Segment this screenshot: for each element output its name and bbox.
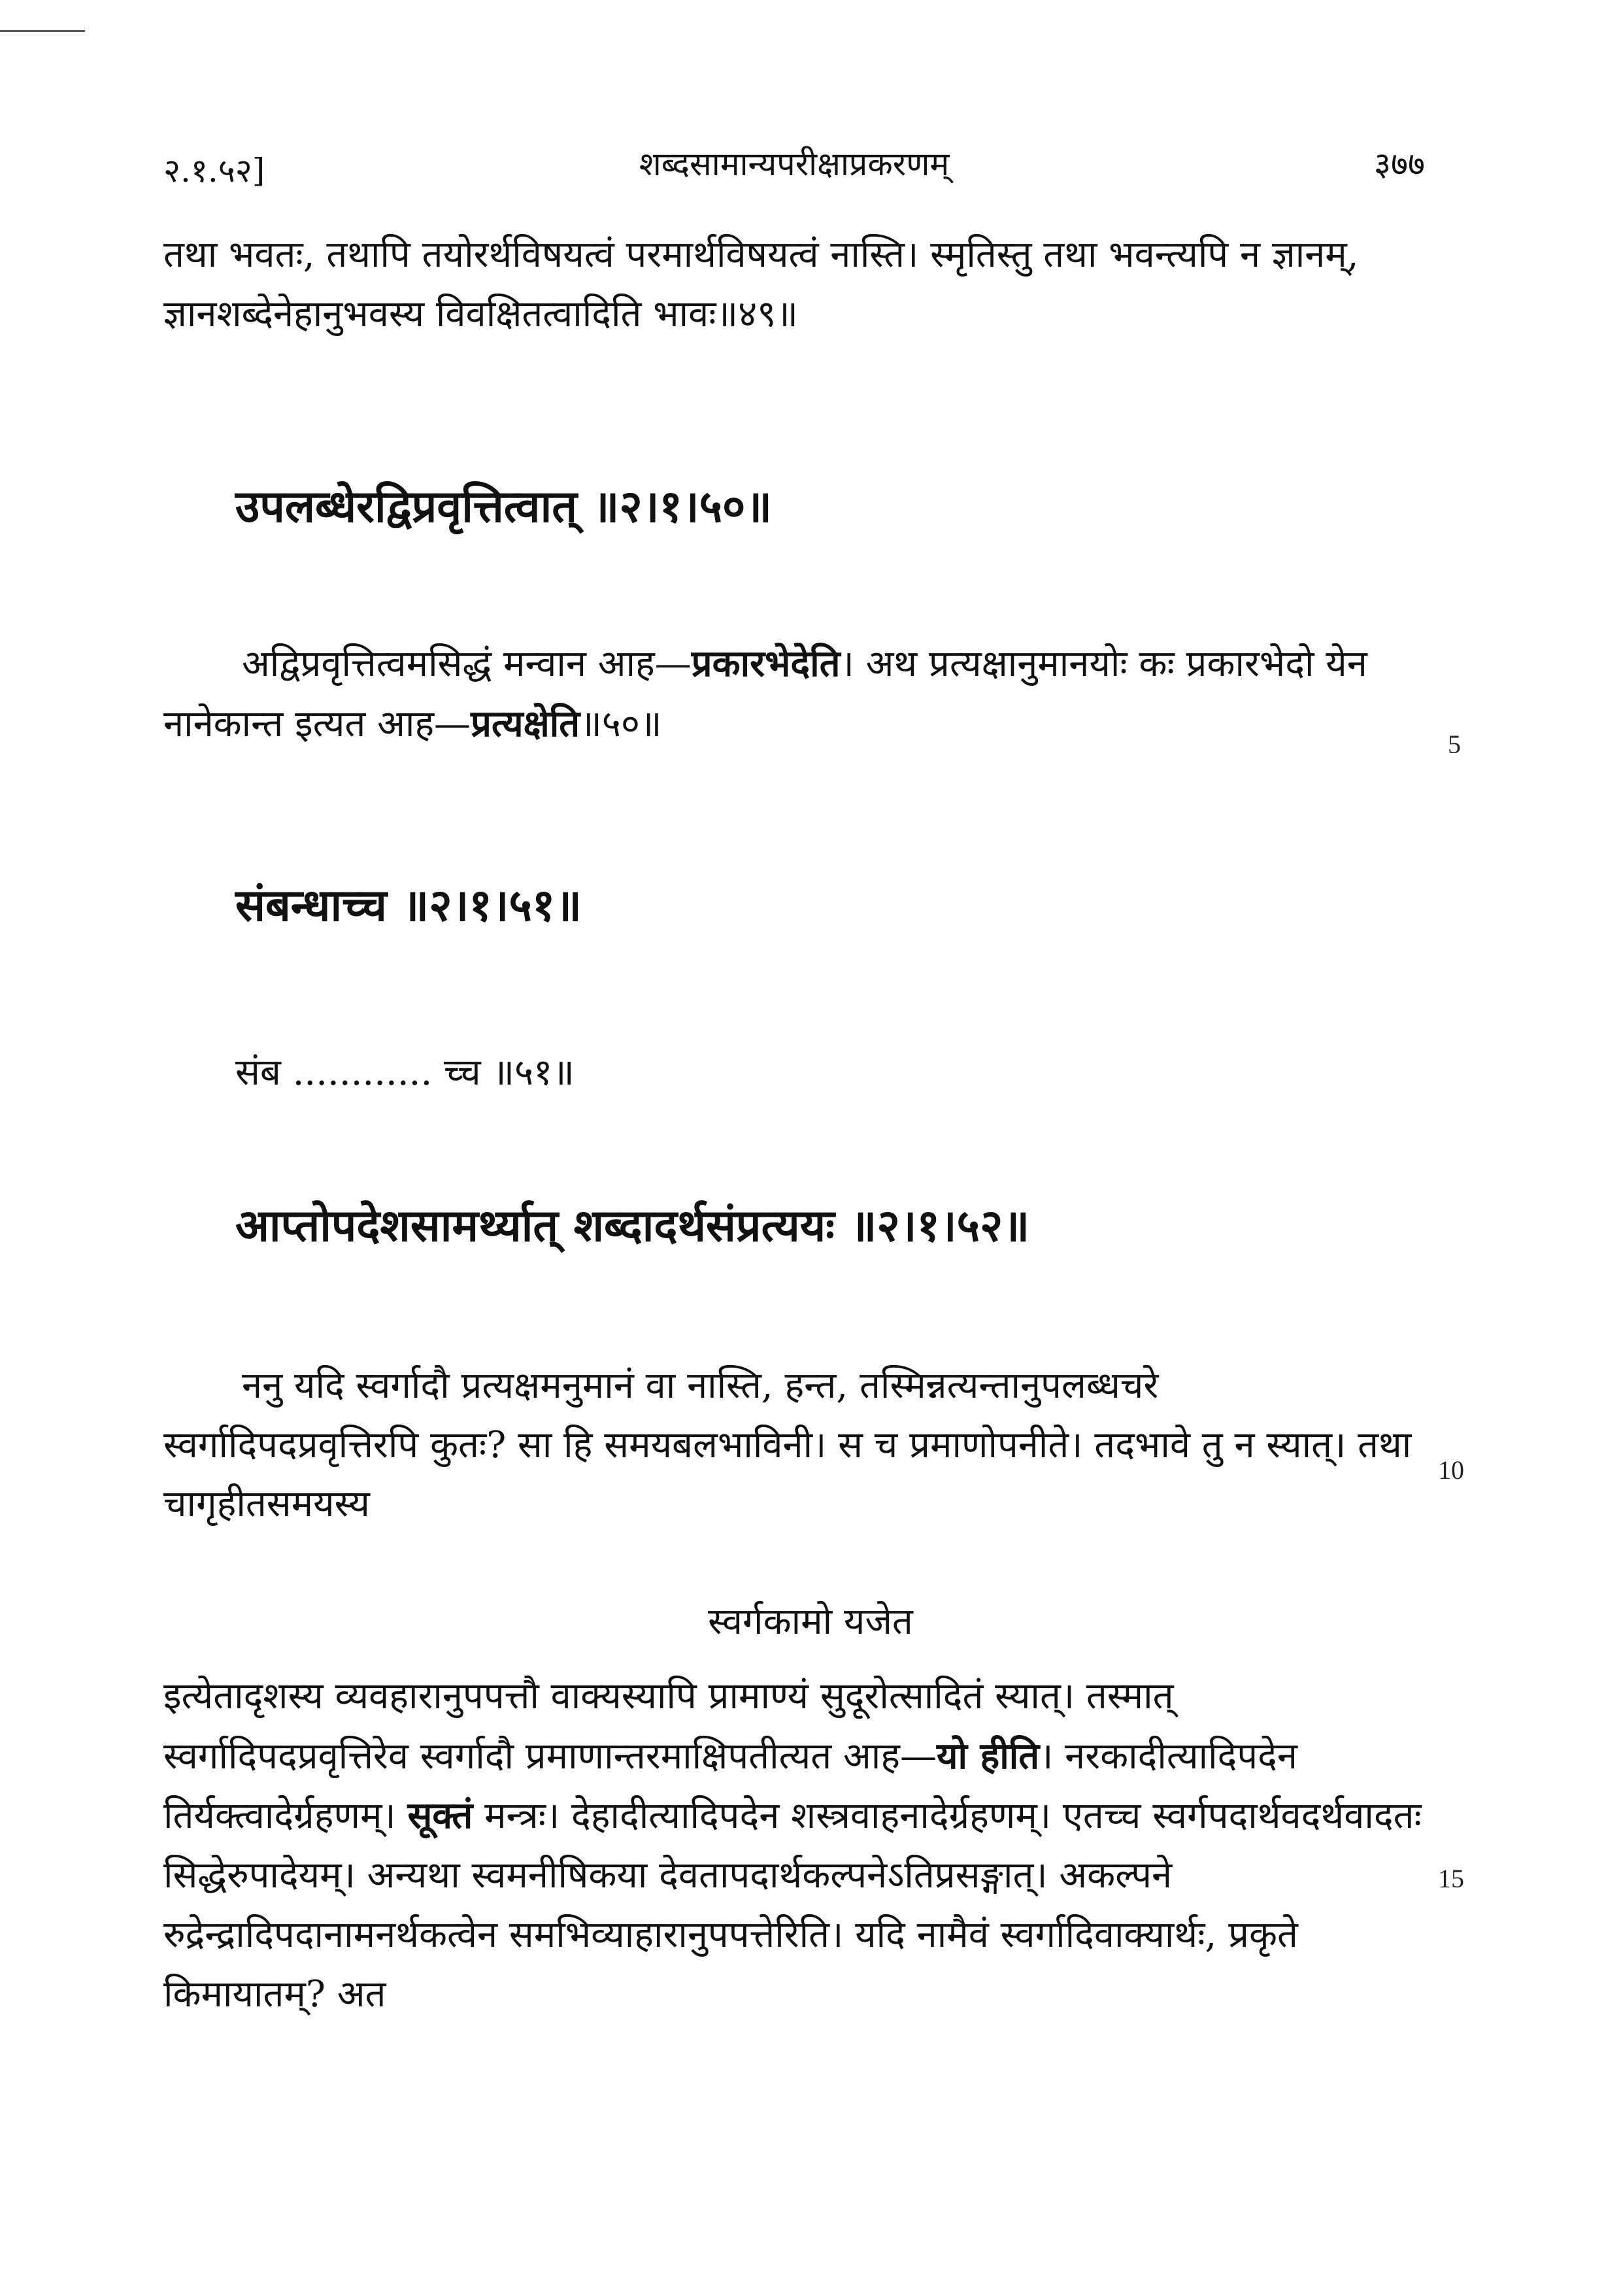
sutra-2-1-52: आप्तोपदेशसामर्थ्यात् शब्दादर्थसंप्रत्ययः ॥२।१।५२॥	[235, 1200, 1030, 1252]
commentary-text: इत्येतादृशस्य व्यवहारानुपपत्तौ वाक्यस्यापि प्रामाण्यं सुदूरोत्सादितं स्यात्। तस्मात् स्वर्गादिपदप्रवृत्तिरेव स्वर्गादौ प्रमाणान्तरमाक्षिपतीत्यत आह—	[163, 1675, 1174, 1778]
line-number: 5	[1448, 730, 1461, 759]
header-chapter-title: शब्दसामान्यपरीक्षाप्रकरणम्	[639, 145, 950, 183]
pratika-term: यो हीति	[936, 1734, 1040, 1778]
page-number: ३७७	[1374, 145, 1425, 183]
sutra-2-1-51: संबन्धाच्च ॥२।१।५१॥	[235, 879, 582, 932]
commentary-text: ॥५०॥	[580, 702, 662, 745]
pratika-term: सूक्तं	[407, 1794, 473, 1838]
commentary-paragraph-52-continued	[163, 1667, 1425, 2024]
header-section-ref: २.१.५२]	[163, 152, 265, 190]
commentary-text: । अथ प्रत्यक्षानुमानयोः कः प्रकारभेदो येन नानेकान्त इत्यत आह—	[163, 643, 1367, 745]
pratika-term: प्रत्यक्षेति	[471, 701, 580, 745]
pratika-term: प्रकारभेदेति	[691, 642, 841, 685]
quoted-verse: स्वर्गकामो यजेत	[708, 1600, 913, 1643]
commentary-paragraph-49: तथा भवतः, तथापि तयोरर्थविषयत्वं परमार्थविषयत्वं नास्ति। स्मृतिस्तु तथा भवन्त्यपि न ज्ञानम्, ज्ञानशब्देनेहानुभवस्य विवक्षितत्वादिति भावः॥४९॥	[163, 233, 1359, 335]
commentary-paragraph-51: संब ............ च्च ॥५१॥	[235, 1051, 575, 1094]
commentary-text: अद्विप्रवृत्तित्वमसिद्धं मन्वान आह—	[242, 643, 692, 685]
line-number: 10	[1438, 1455, 1464, 1485]
running-header	[163, 127, 1425, 193]
line-number: 15	[1438, 1864, 1464, 1893]
commentary-paragraph-52: ननु यदि स्वर्गादौ प्रत्यक्षमनुमानं वा नास्ति, हन्त, तस्मिन्नत्यन्तानुपलब्धचरे स्वर्गादिपदप्रवृत्तिरपि कुतः? सा हि समयबलभाविनी। स च प्रमाणोपनीते। तदभावे तु न स्यात्। तथा चागृहीतसमयस्य	[163, 1364, 1412, 1526]
commentary-text: । नरकादीत्यादिपदेन तिर्यक्त्वादेर्ग्रहणम्।	[163, 1734, 1297, 1838]
sutra-2-1-50: उपलब्धेरद्विप्रवृत्तित्वात् ॥२।१।५०॥	[235, 481, 773, 533]
commentary-paragraph-50	[163, 634, 1425, 754]
scan-edge-line	[0, 30, 85, 32]
commentary-text: मन्त्रः। देहादीत्यादिपदेन शस्त्रवाहनादेर्ग्रहणम्। एतच्च स्वर्गपदार्थवदर्थवादतः सिद्धेरुपादेयम्। अन्यथा स्वमनीषिकया देवतापदार्थकल्पनेऽतिप्रसङ्गात्। अकल्पने रुद्रेन्द्रादिपदानामनर्थकत्वेन समभिव्याहारानुपपत्तेरिति। यदि नामैवं स्वर्गादिवाक्यार्थः, प्रकृते किमायातम्? अत	[163, 1795, 1422, 2016]
